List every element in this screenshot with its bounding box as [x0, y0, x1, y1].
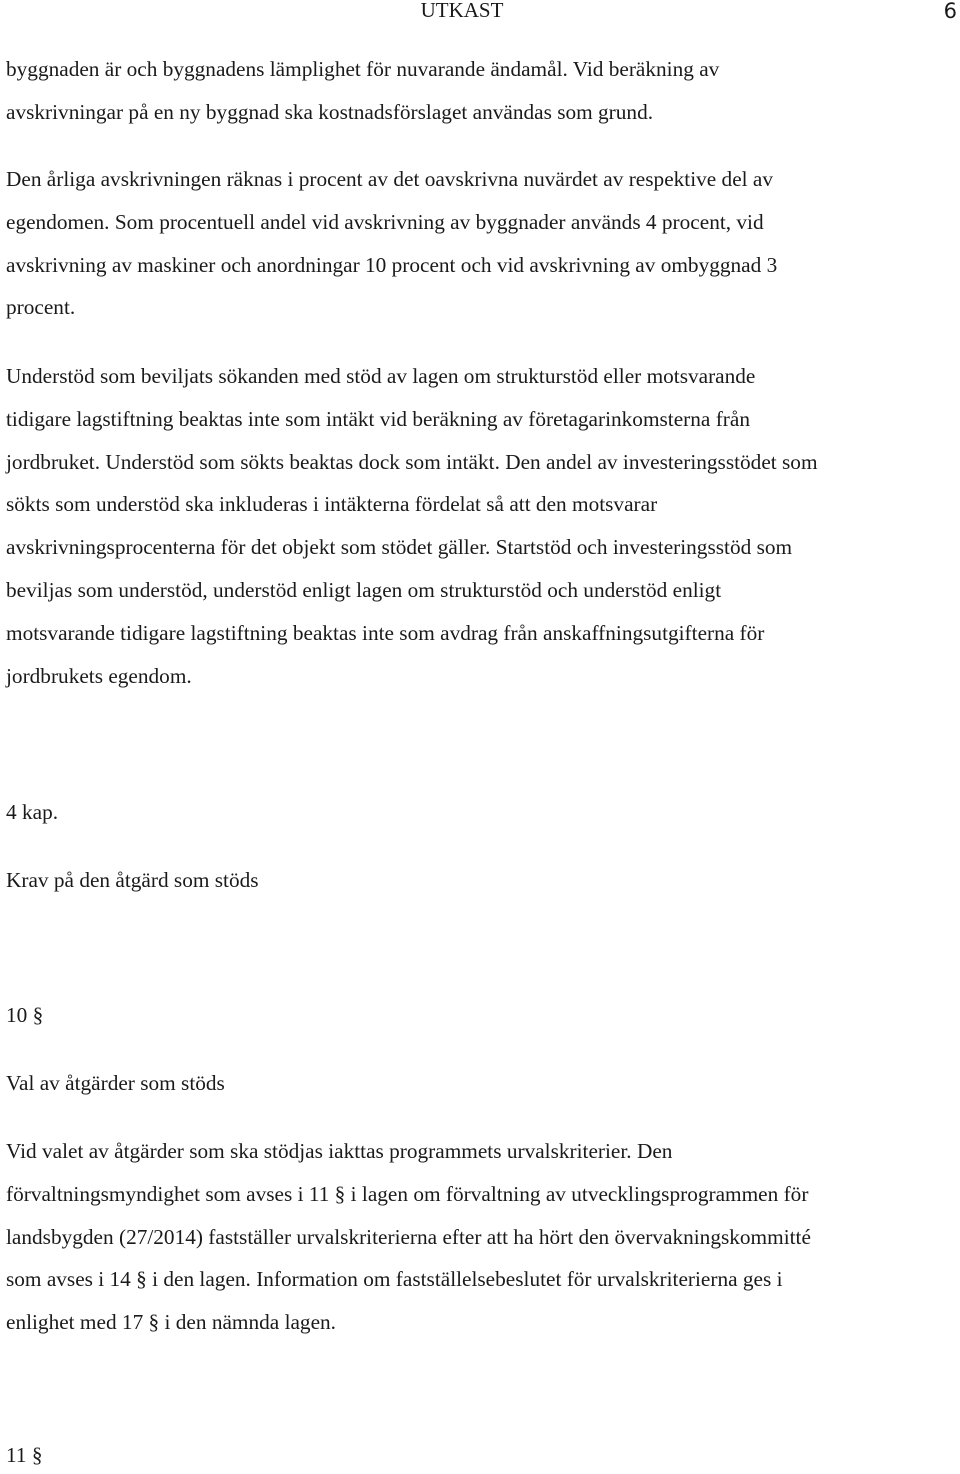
paragraph-selection-criteria [6, 1130, 954, 1344]
draft-header: UTKAST [420, 0, 504, 22]
text-line: egendomen. Som procentuell andel vid avskrivning av byggnader används 4 procent, vid [6, 209, 764, 234]
text-line: som avses i 14 § i den lagen. Information om fastställelsebeslutet för urvalskriterierna ges i [6, 1267, 783, 1292]
page-number: 6 [943, 0, 957, 23]
text-line: Vid valet av åtgärder som ska stödjas iakttas programmets urvalskriterier. Den [6, 1139, 673, 1163]
section-11-number: 11 § [6, 1443, 43, 1467]
text-line: avskrivningar på en ny byggnad ska kostnadsförslaget användas som grund. [6, 99, 654, 124]
chapter-number: 4 kap. [6, 800, 59, 824]
text-line: avskrivningsprocenterna för det objekt som stödet gäller. Startstöd och investeringsstöd som [6, 535, 793, 560]
text-line: landsbygden (27/2014) fastställer urvalskriterierna efter att ha hört den övervakningskommitté [6, 1224, 811, 1249]
text-line: byggnaden är och byggnadens lämplighet för nuvarande ändamål. Vid beräkning av [6, 57, 720, 81]
text-line: Den årliga avskrivningen räknas i procent av det oavskrivna nuvärdet av respektive del av [6, 167, 773, 191]
paragraph-depreciation-rates [6, 158, 954, 329]
section-10-title: Val av åtgärder som stöds [6, 1071, 225, 1095]
text-line: enlighet med 17 § i den nämnda lagen. [6, 1310, 337, 1335]
text-line: jordbruket. Understöd som sökts beaktas dock som intäkt. Den andel av investeringsstödet som [6, 449, 818, 474]
text-line: procent. [6, 295, 76, 320]
text-line: förvaltningsmyndighet som avses i 11 § i lagen om förvaltning av utvecklingsprogrammen för [6, 1181, 809, 1206]
section-10-number: 10 § [6, 1003, 44, 1027]
text-line: beviljas som understöd, understöd enligt lagen om strukturstöd och understöd enligt [6, 577, 722, 602]
paragraph-subsidies [6, 355, 954, 697]
text-line: jordbrukets egendom. [6, 663, 192, 688]
text-line: sökts som understöd ska inkluderas i intäkterna fördelat så att den motsvarar [6, 492, 658, 517]
text-line: avskrivning av maskiner och anordningar 10 procent och vid avskrivning av ombyggnad 3 [6, 252, 778, 277]
text-line: Understöd som beviljats sökanden med stöd av lagen om strukturstöd eller motsvarande [6, 364, 756, 388]
text-line: tidigare lagstiftning beaktas inte som intäkt vid beräkning av företagarinkomsterna från [6, 406, 750, 431]
chapter-title: Krav på den åtgärd som stöds [6, 868, 259, 892]
paragraph-depreciation-basis [6, 48, 954, 134]
text-line: motsvarande tidigare lagstiftning beaktas inte som avdrag från anskaffningsutgifterna för [6, 620, 765, 645]
